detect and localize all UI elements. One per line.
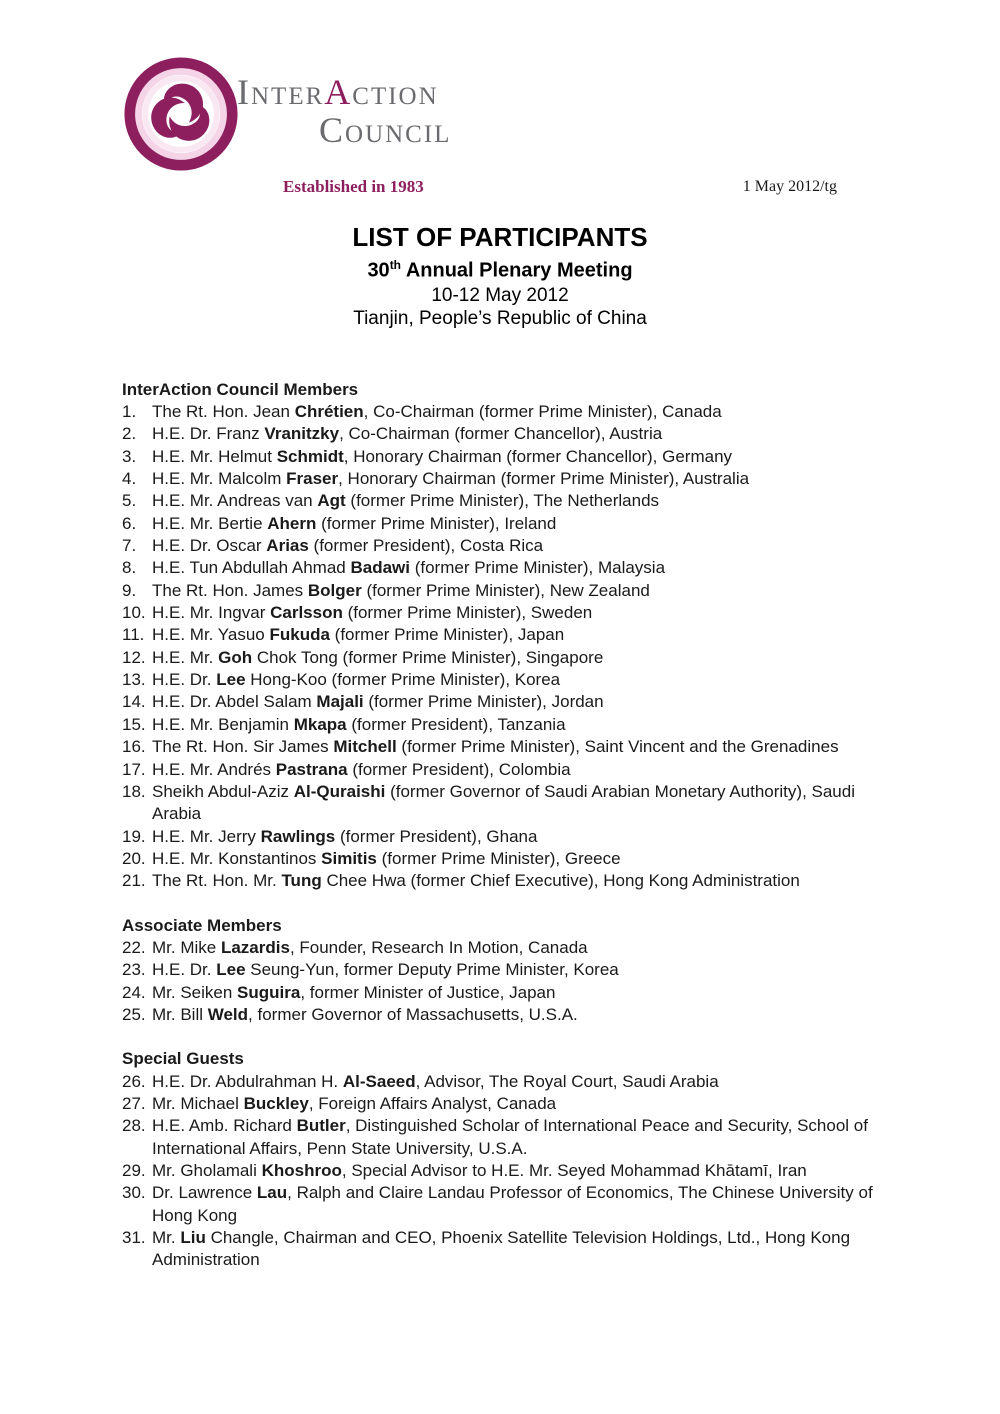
participant-prefix: Mr. Gholamali bbox=[152, 1161, 262, 1180]
participant-surname: Mkapa bbox=[293, 714, 347, 734]
participant-text bbox=[152, 1183, 873, 1224]
participant-suffix: (former Prime Minister), Sweden bbox=[342, 603, 593, 623]
participant-number: 29. bbox=[122, 1161, 146, 1180]
participant-surname: Weld bbox=[207, 1004, 249, 1024]
section-heading: Special Guests bbox=[122, 1049, 244, 1069]
participant-number: 21. bbox=[122, 871, 146, 891]
participant-surname: Bolger bbox=[307, 580, 362, 600]
participant-text bbox=[152, 737, 839, 756]
meeting-number: 30 bbox=[367, 259, 390, 282]
brand-letters: CTION bbox=[352, 83, 439, 110]
participant-suffix: (former Governor of Saudi Arabian Monetary Authority), Saudi Arabia bbox=[152, 781, 855, 824]
document-header bbox=[0, 0, 1000, 222]
participant-number: 24. bbox=[122, 982, 146, 1002]
participant-number: 3. bbox=[122, 446, 137, 466]
participant-suffix: , former Minister of Justice, Japan bbox=[300, 982, 556, 1002]
participant-prefix: Mr. Michael bbox=[152, 1093, 244, 1113]
participant-surname: Butler bbox=[296, 1116, 346, 1136]
participant-item bbox=[122, 602, 887, 624]
brand-line-council bbox=[319, 112, 451, 148]
participant-item bbox=[122, 959, 887, 981]
participant-text bbox=[152, 871, 800, 890]
participant-prefix: H.E. Mr. Benjamin bbox=[152, 714, 294, 734]
participant-surname: Vranitzky bbox=[264, 424, 340, 444]
participant-suffix: , Co-Chairman (former Prime Minister), Canada bbox=[363, 402, 722, 421]
participant-item bbox=[122, 669, 887, 691]
participant-prefix: H.E. Mr. Konstantinos bbox=[152, 848, 322, 868]
participant-text bbox=[152, 625, 564, 644]
participant-number: 19. bbox=[122, 826, 146, 846]
participant-prefix: H.E. Mr. Yasuo bbox=[152, 625, 270, 645]
participant-prefix: Mr. Bill bbox=[152, 1004, 208, 1024]
participant-prefix: Mr. Mike bbox=[152, 937, 221, 957]
participant-item bbox=[122, 468, 887, 490]
participant-suffix: Chee Hwa (former Chief Executive), Hong Kong Administration bbox=[321, 871, 800, 891]
participant-prefix: Sheikh Abdul-Aziz bbox=[152, 781, 294, 801]
participant-text bbox=[152, 760, 571, 779]
subtitle-meeting bbox=[0, 252, 1000, 284]
participant-surname: Suguira bbox=[237, 982, 301, 1002]
participant-text bbox=[152, 402, 722, 421]
brand-letters: NTER bbox=[251, 83, 325, 110]
brand-letter: I bbox=[237, 72, 251, 112]
participant-surname: Liu bbox=[180, 1228, 206, 1248]
participant-suffix: , Advisor, The Royal Court, Saudi Arabia bbox=[415, 1071, 719, 1091]
participant-prefix: H.E. Amb. Richard bbox=[152, 1116, 297, 1136]
participant-prefix: Mr. bbox=[152, 1228, 181, 1248]
participant-suffix: Chok Tong (former Prime Minister), Singapore bbox=[252, 647, 604, 667]
participant-prefix: The Rt. Hon. Mr. bbox=[152, 871, 282, 891]
participant-suffix: (former Prime Minister), Saint Vincent and the Grenadines bbox=[396, 737, 839, 757]
participant-item bbox=[122, 1093, 887, 1115]
participant-text bbox=[152, 782, 855, 823]
participant-suffix: Hong-Koo (former Prime Minister), Korea bbox=[245, 670, 561, 690]
participant-item bbox=[122, 937, 887, 959]
participant-surname: Lau bbox=[256, 1183, 288, 1203]
participant-suffix: , Honorary Chairman (former Prime Minister), Australia bbox=[338, 469, 750, 489]
participant-section bbox=[122, 915, 887, 1027]
participant-surname: Lazardis bbox=[220, 937, 290, 957]
participant-number: 30. bbox=[122, 1183, 146, 1203]
participant-item bbox=[122, 1227, 887, 1272]
participant-number: 22. bbox=[122, 937, 146, 957]
participant-surname: Schmidt bbox=[276, 446, 344, 466]
brand-letter-accent: A bbox=[324, 72, 353, 112]
participant-prefix: H.E. Mr. Jerry bbox=[152, 826, 261, 846]
participant-suffix: , Honorary Chairman (former Chancellor), Germany bbox=[343, 446, 733, 466]
participant-number: 12. bbox=[122, 647, 146, 667]
participant-number: 18. bbox=[122, 781, 146, 801]
participant-prefix: The Rt. Hon. James bbox=[152, 580, 308, 600]
participants-sections bbox=[122, 379, 887, 1272]
page-title: LIST OF PARTICIPANTS bbox=[352, 222, 648, 252]
participant-surname: Chrétien bbox=[294, 402, 364, 421]
participant-suffix: , Founder, Research In Motion, Canada bbox=[289, 937, 588, 957]
participant-text bbox=[152, 715, 566, 734]
participant-text bbox=[152, 827, 537, 846]
participant-text bbox=[152, 938, 588, 957]
participant-item bbox=[122, 1071, 887, 1093]
participant-section bbox=[122, 1048, 887, 1271]
participant-prefix: H.E. Dr. Franz bbox=[152, 424, 265, 444]
participant-item bbox=[122, 1182, 887, 1227]
participant-text bbox=[152, 536, 543, 555]
participant-text bbox=[152, 447, 732, 466]
participant-number: 16. bbox=[122, 737, 146, 757]
participant-prefix: H.E. Mr. Ingvar bbox=[152, 603, 271, 623]
participant-item bbox=[122, 490, 887, 512]
participant-prefix: H.E. Mr. Andrés bbox=[152, 759, 276, 779]
participant-text bbox=[152, 960, 619, 979]
participant-prefix: Mr. Seiken bbox=[152, 982, 238, 1002]
participant-number: 25. bbox=[122, 1004, 146, 1024]
participant-number: 17. bbox=[122, 759, 146, 779]
participant-suffix: (former Prime Minister), Jordan bbox=[363, 692, 604, 712]
participant-item bbox=[122, 423, 887, 445]
participant-surname: Mitchell bbox=[333, 737, 397, 757]
participant-suffix: Changle, Chairman and CEO, Phoenix Satellite Television Holdings, Ltd., Hong Kong Administration bbox=[152, 1228, 851, 1270]
participant-suffix: Seung-Yun, former Deputy Prime Minister, Korea bbox=[245, 960, 619, 980]
participant-surname: Tung bbox=[281, 871, 322, 891]
brand-letter: C bbox=[319, 110, 346, 150]
participant-surname: Badawi bbox=[350, 558, 410, 578]
participant-item bbox=[122, 557, 887, 579]
participant-number: 2. bbox=[122, 424, 137, 444]
participant-item bbox=[122, 647, 887, 669]
participant-text bbox=[152, 849, 621, 868]
participant-text bbox=[152, 983, 555, 1002]
participant-text bbox=[152, 424, 662, 443]
participant-prefix: Dr. Lawrence bbox=[152, 1183, 257, 1203]
participant-number: 20. bbox=[122, 848, 146, 868]
participant-number: 15. bbox=[122, 714, 146, 734]
participant-number: 5. bbox=[122, 491, 137, 511]
participant-suffix: , Foreign Affairs Analyst, Canada bbox=[308, 1093, 557, 1113]
participant-surname: Al-Saeed bbox=[342, 1071, 416, 1091]
participant-section bbox=[122, 379, 887, 893]
participant-suffix: (former Prime Minister), Malaysia bbox=[410, 558, 666, 578]
participant-item bbox=[122, 982, 887, 1004]
participant-item bbox=[122, 736, 887, 758]
participant-prefix: H.E. Mr. bbox=[152, 647, 219, 667]
participant-text bbox=[152, 1072, 719, 1091]
participant-surname: Pastrana bbox=[275, 759, 348, 779]
participant-item bbox=[122, 1004, 887, 1026]
participant-suffix: (former President), Costa Rica bbox=[308, 536, 544, 556]
brand-wordmark bbox=[237, 74, 451, 148]
participant-suffix: (former Prime Minister), Japan bbox=[329, 625, 565, 645]
meeting-name: Annual Plenary Meeting bbox=[401, 259, 633, 282]
participant-prefix: H.E. Mr. Malcolm bbox=[152, 469, 287, 489]
participant-prefix: H.E. Mr. Bertie bbox=[152, 513, 268, 533]
participant-surname: Lee bbox=[216, 960, 246, 980]
date-reference: 1 May 2012/tg bbox=[742, 178, 837, 195]
participant-text bbox=[152, 581, 650, 600]
participant-item bbox=[122, 848, 887, 870]
brand-letters: OUNCIL bbox=[345, 121, 452, 148]
participant-item bbox=[122, 580, 887, 602]
participant-surname: Simitis bbox=[321, 848, 377, 868]
participant-prefix: The Rt. Hon. Jean bbox=[152, 402, 295, 421]
participant-number: 14. bbox=[122, 692, 146, 712]
participant-number: 1. bbox=[122, 402, 137, 421]
participant-number: 8. bbox=[122, 558, 137, 578]
participant-surname: Ahern bbox=[267, 513, 317, 533]
participant-item bbox=[122, 1115, 887, 1160]
participant-prefix: H.E. Mr. Andreas van bbox=[152, 491, 318, 511]
participant-number: 26. bbox=[122, 1071, 146, 1091]
participant-suffix: (former Prime Minister), New Zealand bbox=[361, 580, 650, 600]
interaction-council-logo-icon bbox=[123, 56, 239, 172]
participant-text bbox=[152, 603, 592, 622]
participant-surname: Rawlings bbox=[260, 826, 336, 846]
participant-surname: Goh bbox=[218, 647, 253, 667]
participant-item bbox=[122, 826, 887, 848]
participant-number: 28. bbox=[122, 1116, 146, 1136]
participant-number: 10. bbox=[122, 603, 146, 623]
participant-text bbox=[152, 1228, 850, 1269]
participant-text bbox=[152, 514, 556, 533]
participant-suffix: (former President), Tanzania bbox=[346, 714, 566, 734]
participant-item bbox=[122, 691, 887, 713]
participant-surname: Fukuda bbox=[269, 625, 330, 645]
document-title-block bbox=[0, 222, 1000, 330]
participant-surname: Lee bbox=[216, 670, 246, 690]
participant-item bbox=[122, 535, 887, 557]
participant-number: 27. bbox=[122, 1093, 146, 1113]
participant-text bbox=[152, 558, 665, 577]
participant-suffix: , Co-Chairman (former Chancellor), Austria bbox=[339, 424, 663, 444]
participant-surname: Al-Quraishi bbox=[293, 781, 386, 801]
participant-prefix: H.E. Dr. bbox=[152, 960, 217, 980]
section-heading: Associate Members bbox=[122, 915, 282, 935]
participant-suffix: (former Prime Minister), Greece bbox=[376, 848, 621, 868]
participant-suffix: (former Prime Minister), Ireland bbox=[316, 513, 557, 533]
participant-prefix: H.E. Dr. Oscar bbox=[152, 536, 267, 556]
participant-surname: Buckley bbox=[243, 1093, 309, 1113]
participant-text bbox=[152, 1005, 578, 1024]
participant-suffix: (former President), Colombia bbox=[347, 759, 571, 779]
participant-number: 7. bbox=[122, 536, 137, 556]
participant-text bbox=[152, 1116, 868, 1157]
participant-item bbox=[122, 513, 887, 535]
participant-prefix: H.E. Tun Abdullah Ahmad bbox=[152, 558, 351, 578]
participant-surname: Carlsson bbox=[270, 603, 343, 623]
participant-number: 11. bbox=[122, 625, 145, 645]
participant-surname: Majali bbox=[316, 692, 364, 712]
meeting-number-ordinal: th bbox=[389, 258, 402, 272]
participant-suffix: , Distinguished Scholar of International Peace and Security, School of International Affairs, Penn State University, U.S.A. bbox=[152, 1116, 868, 1158]
participant-item bbox=[122, 759, 887, 781]
participant-prefix: H.E. Dr. Abdel Salam bbox=[152, 692, 317, 712]
participant-suffix: (former President), Ghana bbox=[335, 826, 538, 846]
participant-number: 31. bbox=[122, 1228, 146, 1248]
participant-suffix: (former Prime Minister), The Netherlands bbox=[345, 491, 660, 511]
participant-number: 13. bbox=[122, 670, 146, 690]
participant-prefix: H.E. Dr. Abdulrahman H. bbox=[152, 1071, 343, 1091]
participant-text bbox=[152, 648, 603, 667]
participant-item bbox=[122, 624, 887, 646]
section-heading: InterAction Council Members bbox=[122, 379, 359, 399]
participant-surname: Fraser bbox=[286, 469, 339, 489]
participant-suffix: , Special Advisor to H.E. Mr. Seyed Mohammad Khātamī, Iran bbox=[341, 1161, 807, 1180]
subtitle-dates: 10-12 May 2012 bbox=[431, 284, 569, 306]
participant-item bbox=[122, 781, 887, 826]
participant-item bbox=[122, 870, 887, 892]
participant-item bbox=[122, 714, 887, 736]
participant-suffix: , former Governor of Massachusetts, U.S.A. bbox=[248, 1004, 578, 1024]
participant-suffix: , Ralph and Claire Landau Professor of Economics, The Chinese University of Hong Kong bbox=[152, 1183, 873, 1225]
participant-text bbox=[152, 1094, 556, 1113]
participant-text bbox=[152, 670, 560, 689]
participant-number: 23. bbox=[122, 960, 146, 980]
participant-text bbox=[152, 469, 749, 488]
participant-item bbox=[122, 401, 887, 423]
established-text: Established in 1983 bbox=[283, 177, 424, 196]
participant-surname: Agt bbox=[317, 491, 346, 511]
participant-prefix: H.E. Dr. bbox=[152, 670, 217, 690]
participant-surname: Arias bbox=[266, 536, 309, 556]
participant-number: 6. bbox=[122, 513, 137, 533]
participant-text bbox=[152, 1161, 807, 1180]
participant-prefix: The Rt. Hon. Sir James bbox=[152, 737, 334, 757]
participant-surname: Khoshroo bbox=[261, 1161, 342, 1180]
participant-number: 4. bbox=[122, 469, 137, 489]
brand-line-interaction bbox=[237, 74, 451, 110]
participant-text bbox=[152, 491, 659, 510]
participant-item bbox=[122, 446, 887, 468]
participant-prefix: H.E. Mr. Helmut bbox=[152, 446, 277, 466]
subtitle-location: Tianjin, People’s Republic of China bbox=[353, 307, 647, 329]
participant-item bbox=[122, 1160, 887, 1182]
participant-number: 9. bbox=[122, 580, 137, 600]
participant-text bbox=[152, 692, 604, 711]
